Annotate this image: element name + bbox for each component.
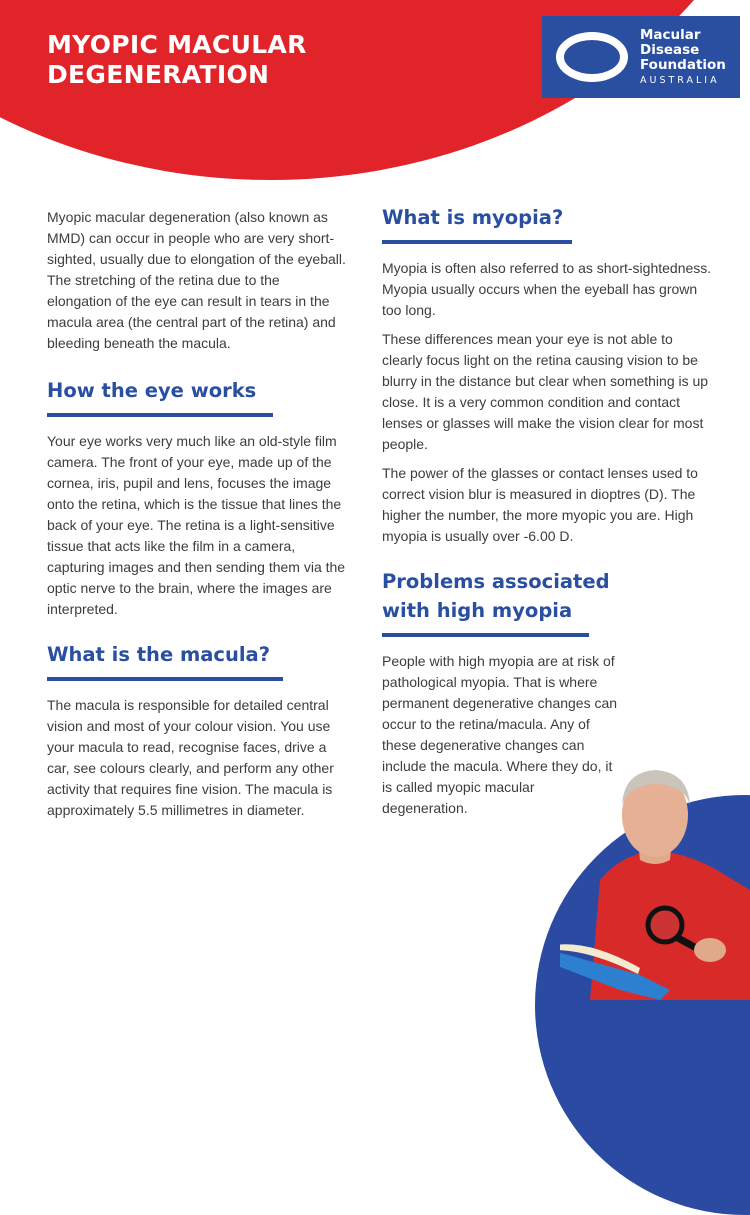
- heading-underline: [47, 677, 283, 681]
- logo-country: AUSTRALIA: [640, 75, 720, 86]
- logo-line: Disease: [640, 42, 700, 58]
- myopia-paragraph: Myopia is often also referred to as short-sightedness. Myopia usually occurs when the eyeball has grown too long.: [382, 260, 712, 318]
- heading-problems-high-myopia: Problems associated with high myopia: [382, 570, 610, 622]
- page-title: MYOPIC MACULAR DEGENERATION: [47, 30, 307, 89]
- logo-line: Macular: [640, 27, 701, 43]
- heading-underline: [47, 413, 273, 417]
- logo-wordmark: [640, 28, 726, 86]
- intro-paragraph: Myopic macular degeneration (also known as MMD) can occur in people who are very short-sighted, usually due to elongation of the eyeball. The stretching of the retina due to the elongation of the eye can result in tears in the macula area (the central part of the retina) and bleeding beneath the macula.: [47, 209, 346, 351]
- eye-icon: [556, 32, 628, 82]
- logo-line: Foundation: [640, 57, 726, 73]
- eye-works-paragraph: Your eye works very much like an old-style film camera. The front of your eye, made up of the cornea, iris, pupil and lens, focuses the image onto the retina, which is the tissue that lines the back of your eye. The retina is a light-sensitive tissue that acts like the film in a camera, capturing images and then sending them via the optic nerve to the brain, where the images are interpreted.: [47, 433, 346, 617]
- heading-what-is-macula: What is the macula?: [47, 643, 271, 666]
- left-column: [47, 207, 347, 829]
- right-column: [382, 203, 712, 827]
- macula-paragraph: The macula is responsible for detailed central vision and most of your colour vision. You use your macula to read, recognise faces, drive a car, see colours clearly, and perform any other activity that requires fine vision. The macula is approximately 5.5 millimetres in diameter.: [47, 697, 334, 818]
- problems-paragraph: People with high myopia are at risk of pathological myopia. That is where permanent degenerative changes can occur to the retina/macula. Any of these degenerative changes can include the macula. Where they do, it is called myopic macular degeneration.: [382, 653, 618, 816]
- myopia-paragraph: The power of the glasses or contact lenses used to correct vision blur is measured in dioptres (D). The higher the number, the more myopic you are. High myopia is usually over -6.00 D.: [382, 465, 698, 544]
- heading-underline: [382, 240, 572, 244]
- hand: [694, 938, 726, 962]
- heading-underline: [382, 633, 589, 637]
- myopia-paragraph: These differences mean your eye is not able to clearly focus light on the retina causing vision to be blurry in the distance but clear when something is up close. It is a very common condition and contact lenses or glasses will make the vision clear for most people.: [382, 331, 709, 452]
- heading-what-is-myopia: What is myopia?: [382, 206, 564, 229]
- mdfa-logo: [542, 16, 740, 98]
- man-reading-photo: [560, 750, 750, 1000]
- heading-how-eye-works: How the eye works: [47, 379, 257, 402]
